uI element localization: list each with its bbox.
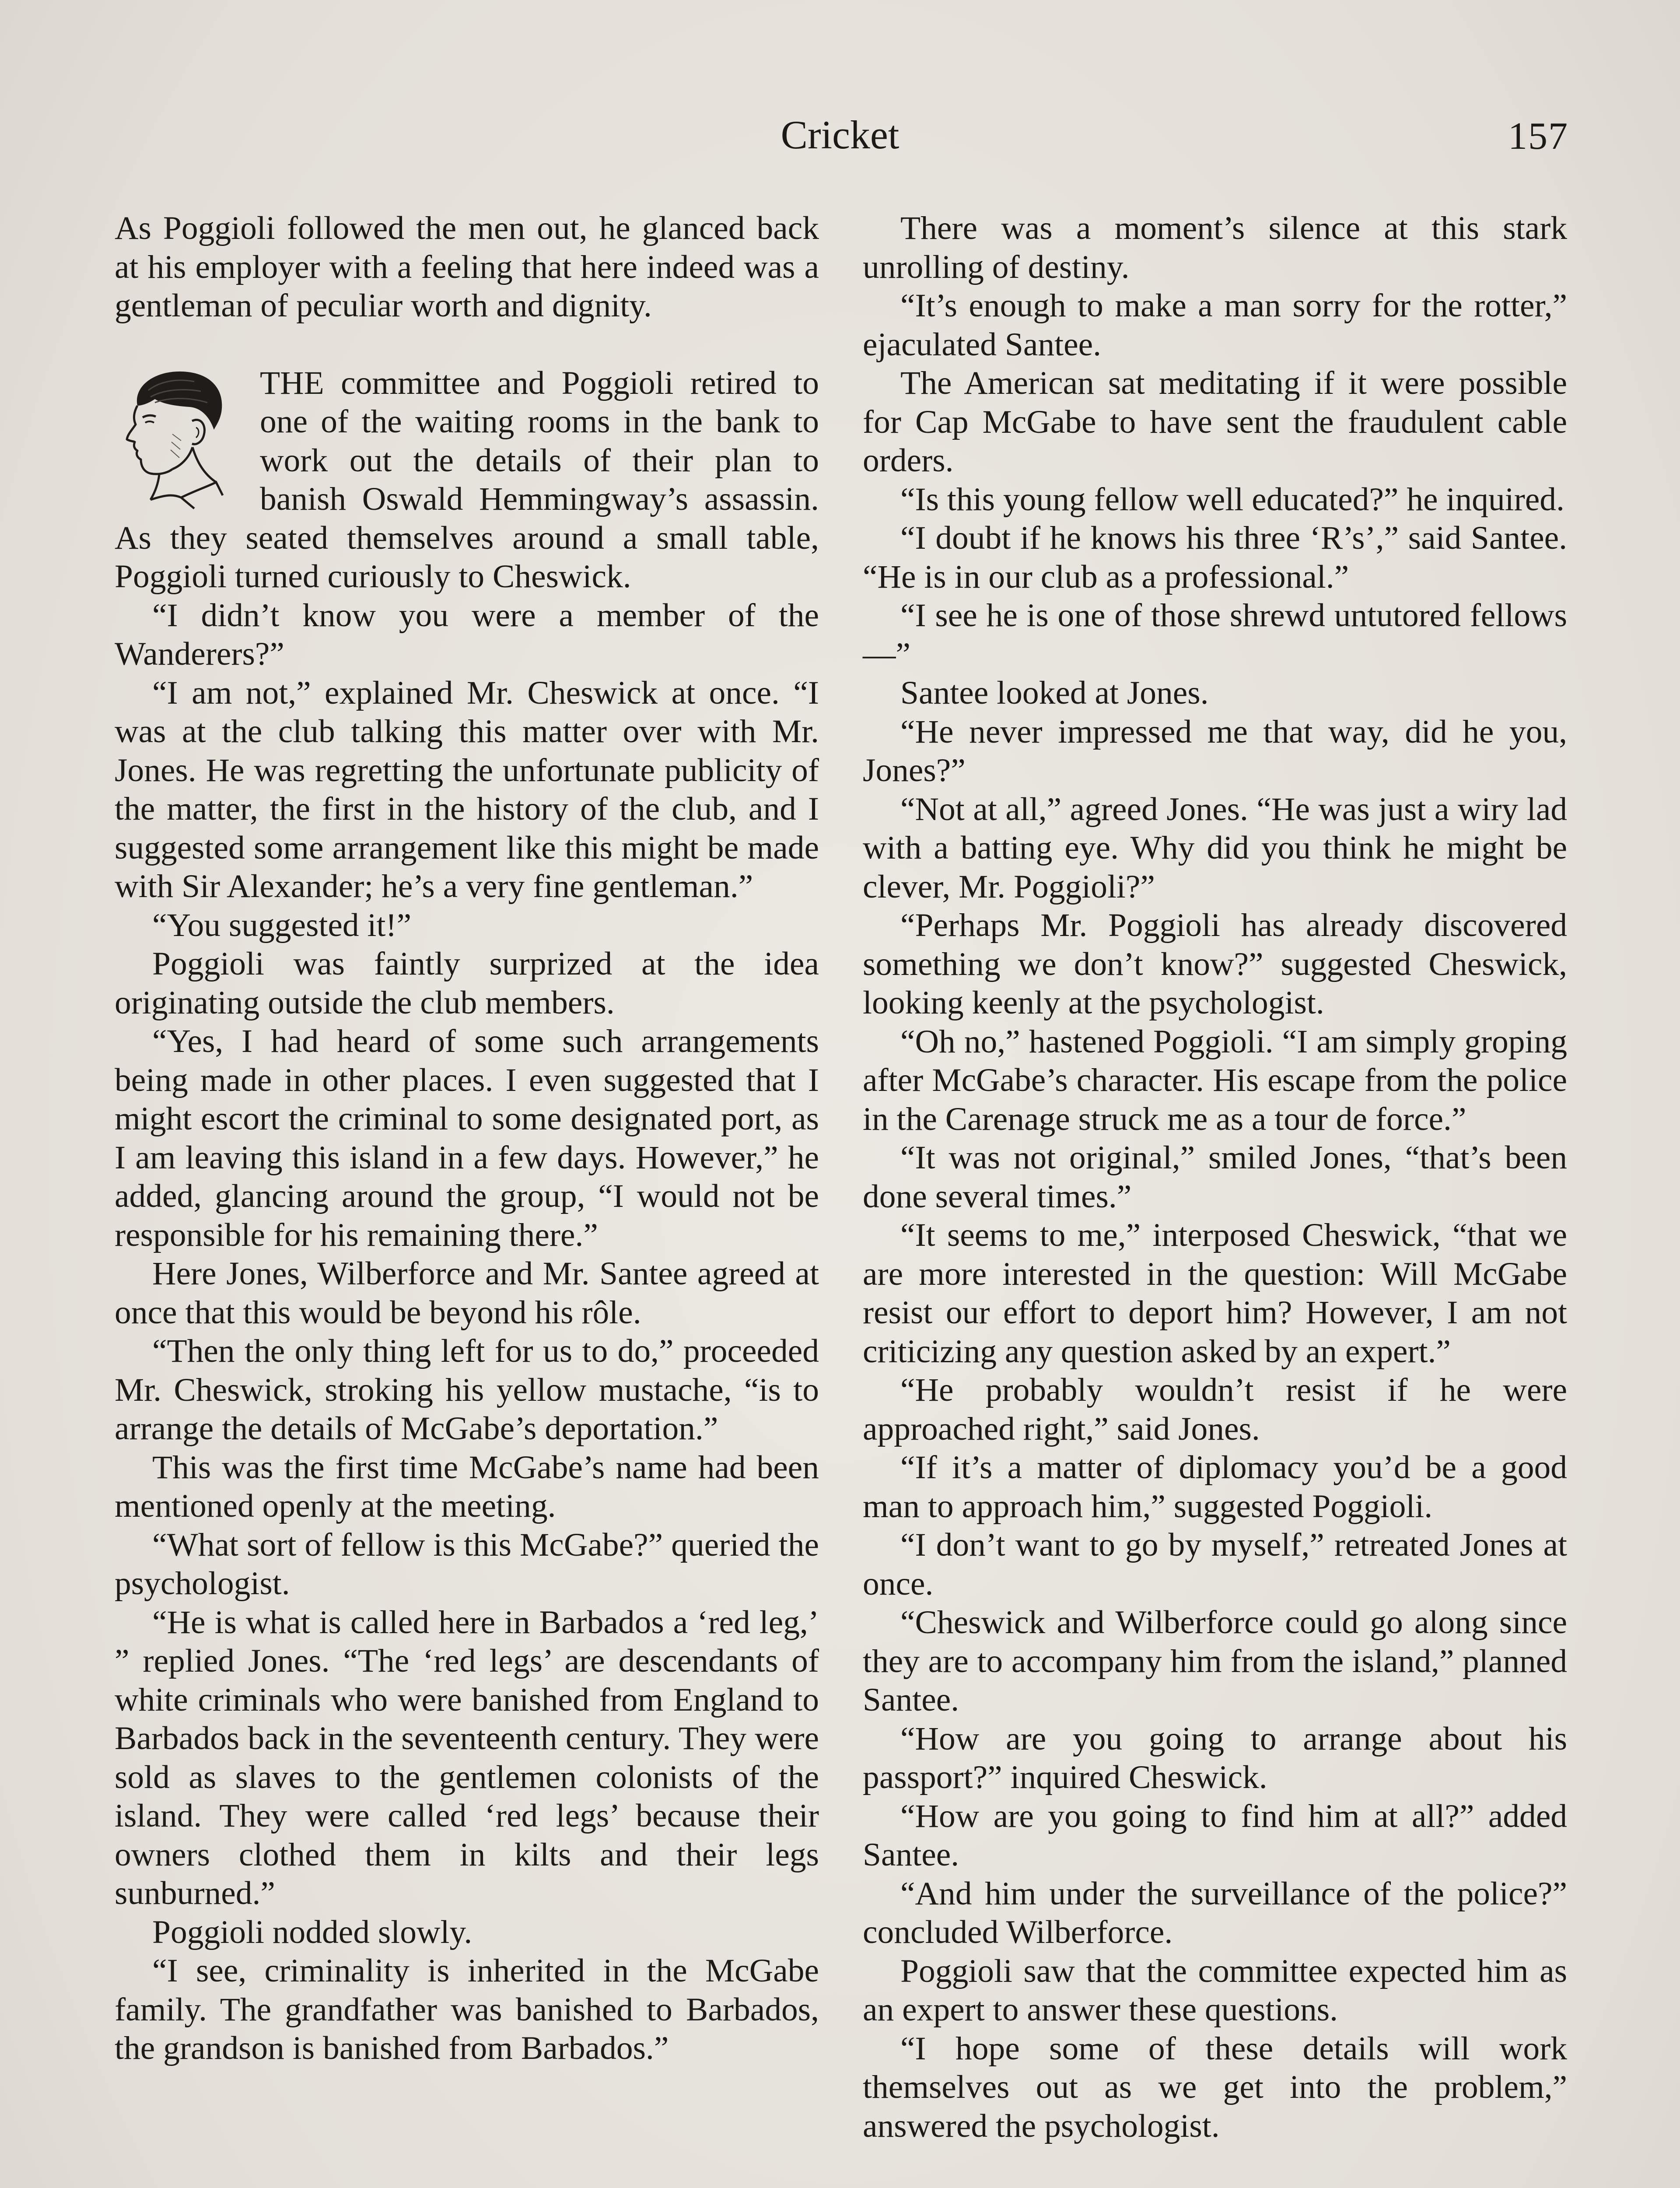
paragraph: “Then the only thing left for us to do,” proceeded Mr. Cheswick, stroking his yellow mustache, “is to arrange the details of McGabe’s deportation.” <box>115 1333 819 1447</box>
paragraph: “Perhaps Mr. Poggioli has already discovered something we don’t know?” suggested Cheswick, looking keenly at the psychologist. <box>863 907 1567 1021</box>
paragraph: As Poggioli followed the men out, he glanced back at his employer with a feeling that here indeed was a gentleman of peculiar worth and dignity. <box>115 210 819 324</box>
paragraph: “I am not,” explained Mr. Cheswick at once. “I was at the club talking this matter over with Mr. Jones. He was regretting the unfortunate publicity of the matter, the first in the history of the club, and I suggested some arrangement like this might be made with Sir Alexander; he’s a very fine gentleman.” <box>115 674 819 905</box>
paragraph: The American sat meditating if it were possible for Cap McGabe to have sent the fraudulent cable orders. <box>863 365 1567 479</box>
running-title: Cricket <box>780 112 900 157</box>
paragraph: “It’s enough to make a man sorry for the rotter,” ejaculated Santee. <box>863 288 1567 363</box>
paragraph: “It was not original,” smiled Jones, “that’s been done several times.” <box>863 1140 1567 1215</box>
running-head <box>0 112 1680 160</box>
paragraph: “He probably wouldn’t resist if he were approached right,” said Jones. <box>863 1372 1567 1447</box>
left-column <box>115 209 819 2068</box>
paragraph: “He never impressed me that way, did he you, Jones?” <box>863 713 1567 789</box>
paragraph: There was a moment’s silence at this stark unrolling of destiny. <box>863 210 1567 285</box>
paragraph: “If it’s a matter of diplomacy you’d be a good man to approach him,” suggested Poggioli. <box>863 1449 1567 1525</box>
paragraph: “It seems to me,” interposed Cheswick, “that we are more interested in the question: Will McGabe resist our effort to deport him? However, I am not criticizing any question asked by an expert.” <box>863 1217 1567 1370</box>
page-number: 157 <box>1508 115 1568 158</box>
right-column <box>863 209 1567 2146</box>
man-profile-portrait-icon <box>107 364 242 511</box>
paragraph: “You suggested it!” <box>152 907 412 943</box>
paragraph: “Yes, I had heard of some such arrangements being made in other places. I even suggested that I might escort the criminal to some designated port, as I am leaving this island in a few days. However,” he added, glancing around the group, “I would not be responsible for his remaining there.” <box>115 1023 819 1253</box>
paragraph: “I see, criminality is inherited in the McGabe family. The grandfather was banished to Barbados, the grandson is banished from Barbados.” <box>115 1953 819 2066</box>
paragraph: Poggioli nodded slowly. <box>152 1914 472 1950</box>
paragraph: “I don’t want to go by myself,” retreated Jones at once. <box>863 1527 1567 1602</box>
paragraph: “Is this young fellow well educated?” he inquired. <box>900 481 1564 518</box>
paragraph: “I hope some of these details will work themselves out as we get into the problem,” answered the psychologist. <box>863 2030 1567 2144</box>
paragraph: “Not at all,” agreed Jones. “He was just a wiry lad with a batting eye. Why did you think he might be clever, Mr. Poggioli?” <box>863 791 1567 905</box>
paragraph: “And him under the surveillance of the police?” concluded Wilberforce. <box>863 1875 1567 1950</box>
paragraph: “I doubt if he knows his three ‘R’s’,” said Santee. “He is in our club as a professional.” <box>863 520 1567 595</box>
paragraph: “I didn’t know you were a member of the Wanderers?” <box>115 597 819 672</box>
paragraph: “How are you going to arrange about his passport?” inquired Cheswick. <box>863 1720 1567 1795</box>
paragraph: “He is what is called here in Barbados a ‘red leg,’ ” replied Jones. “The ‘red legs’ are descendants of white criminals who were banished from England to Barbados back in the seventeenth century. They were sold as slaves to the gentlemen colonists of the island. They were called ‘red legs’ because their owners clothed them in kilts and their legs sunburned.” <box>115 1604 819 1911</box>
paragraph: “What sort of fellow is this McGabe?” queried the psychologist. <box>115 1526 819 1602</box>
paragraph: “Cheswick and Wilberforce could go along since they are to accompany him from the island,” planned Santee. <box>863 1604 1567 1718</box>
paragraph-lead: THE committee and Poggioli retired to one of the waiting rooms in the bank to work out the details of their plan to banish Oswald Hemmingway’s assassin. As they seated themselves around a small table, Poggioli turned curiously to Cheswick. <box>115 365 819 595</box>
paragraph: Poggioli was faintly surprized at the idea originating outside the club members. <box>115 946 819 1021</box>
paragraph: Poggioli saw that the committee expected him as an expert to answer these questions. <box>863 1953 1567 2028</box>
paragraph: “Oh no,” hastened Poggioli. “I am simply groping after McGabe’s character. His escape from the police in the Carenage struck me as a tour de force.” <box>863 1023 1567 1137</box>
paragraph: This was the first time McGabe’s name had been mentioned openly at the meeting. <box>115 1449 819 1524</box>
section-lead <box>115 364 819 596</box>
paragraph: “I see he is one of those shrewd untutored fellows—” <box>863 597 1567 673</box>
paragraph: Here Jones, Wilberforce and Mr. Santee agreed at once that this would be beyond his rôle. <box>115 1255 819 1331</box>
paragraph: “How are you going to find him at all?” added Santee. <box>863 1798 1567 1873</box>
paragraph: Santee looked at Jones. <box>900 675 1209 711</box>
